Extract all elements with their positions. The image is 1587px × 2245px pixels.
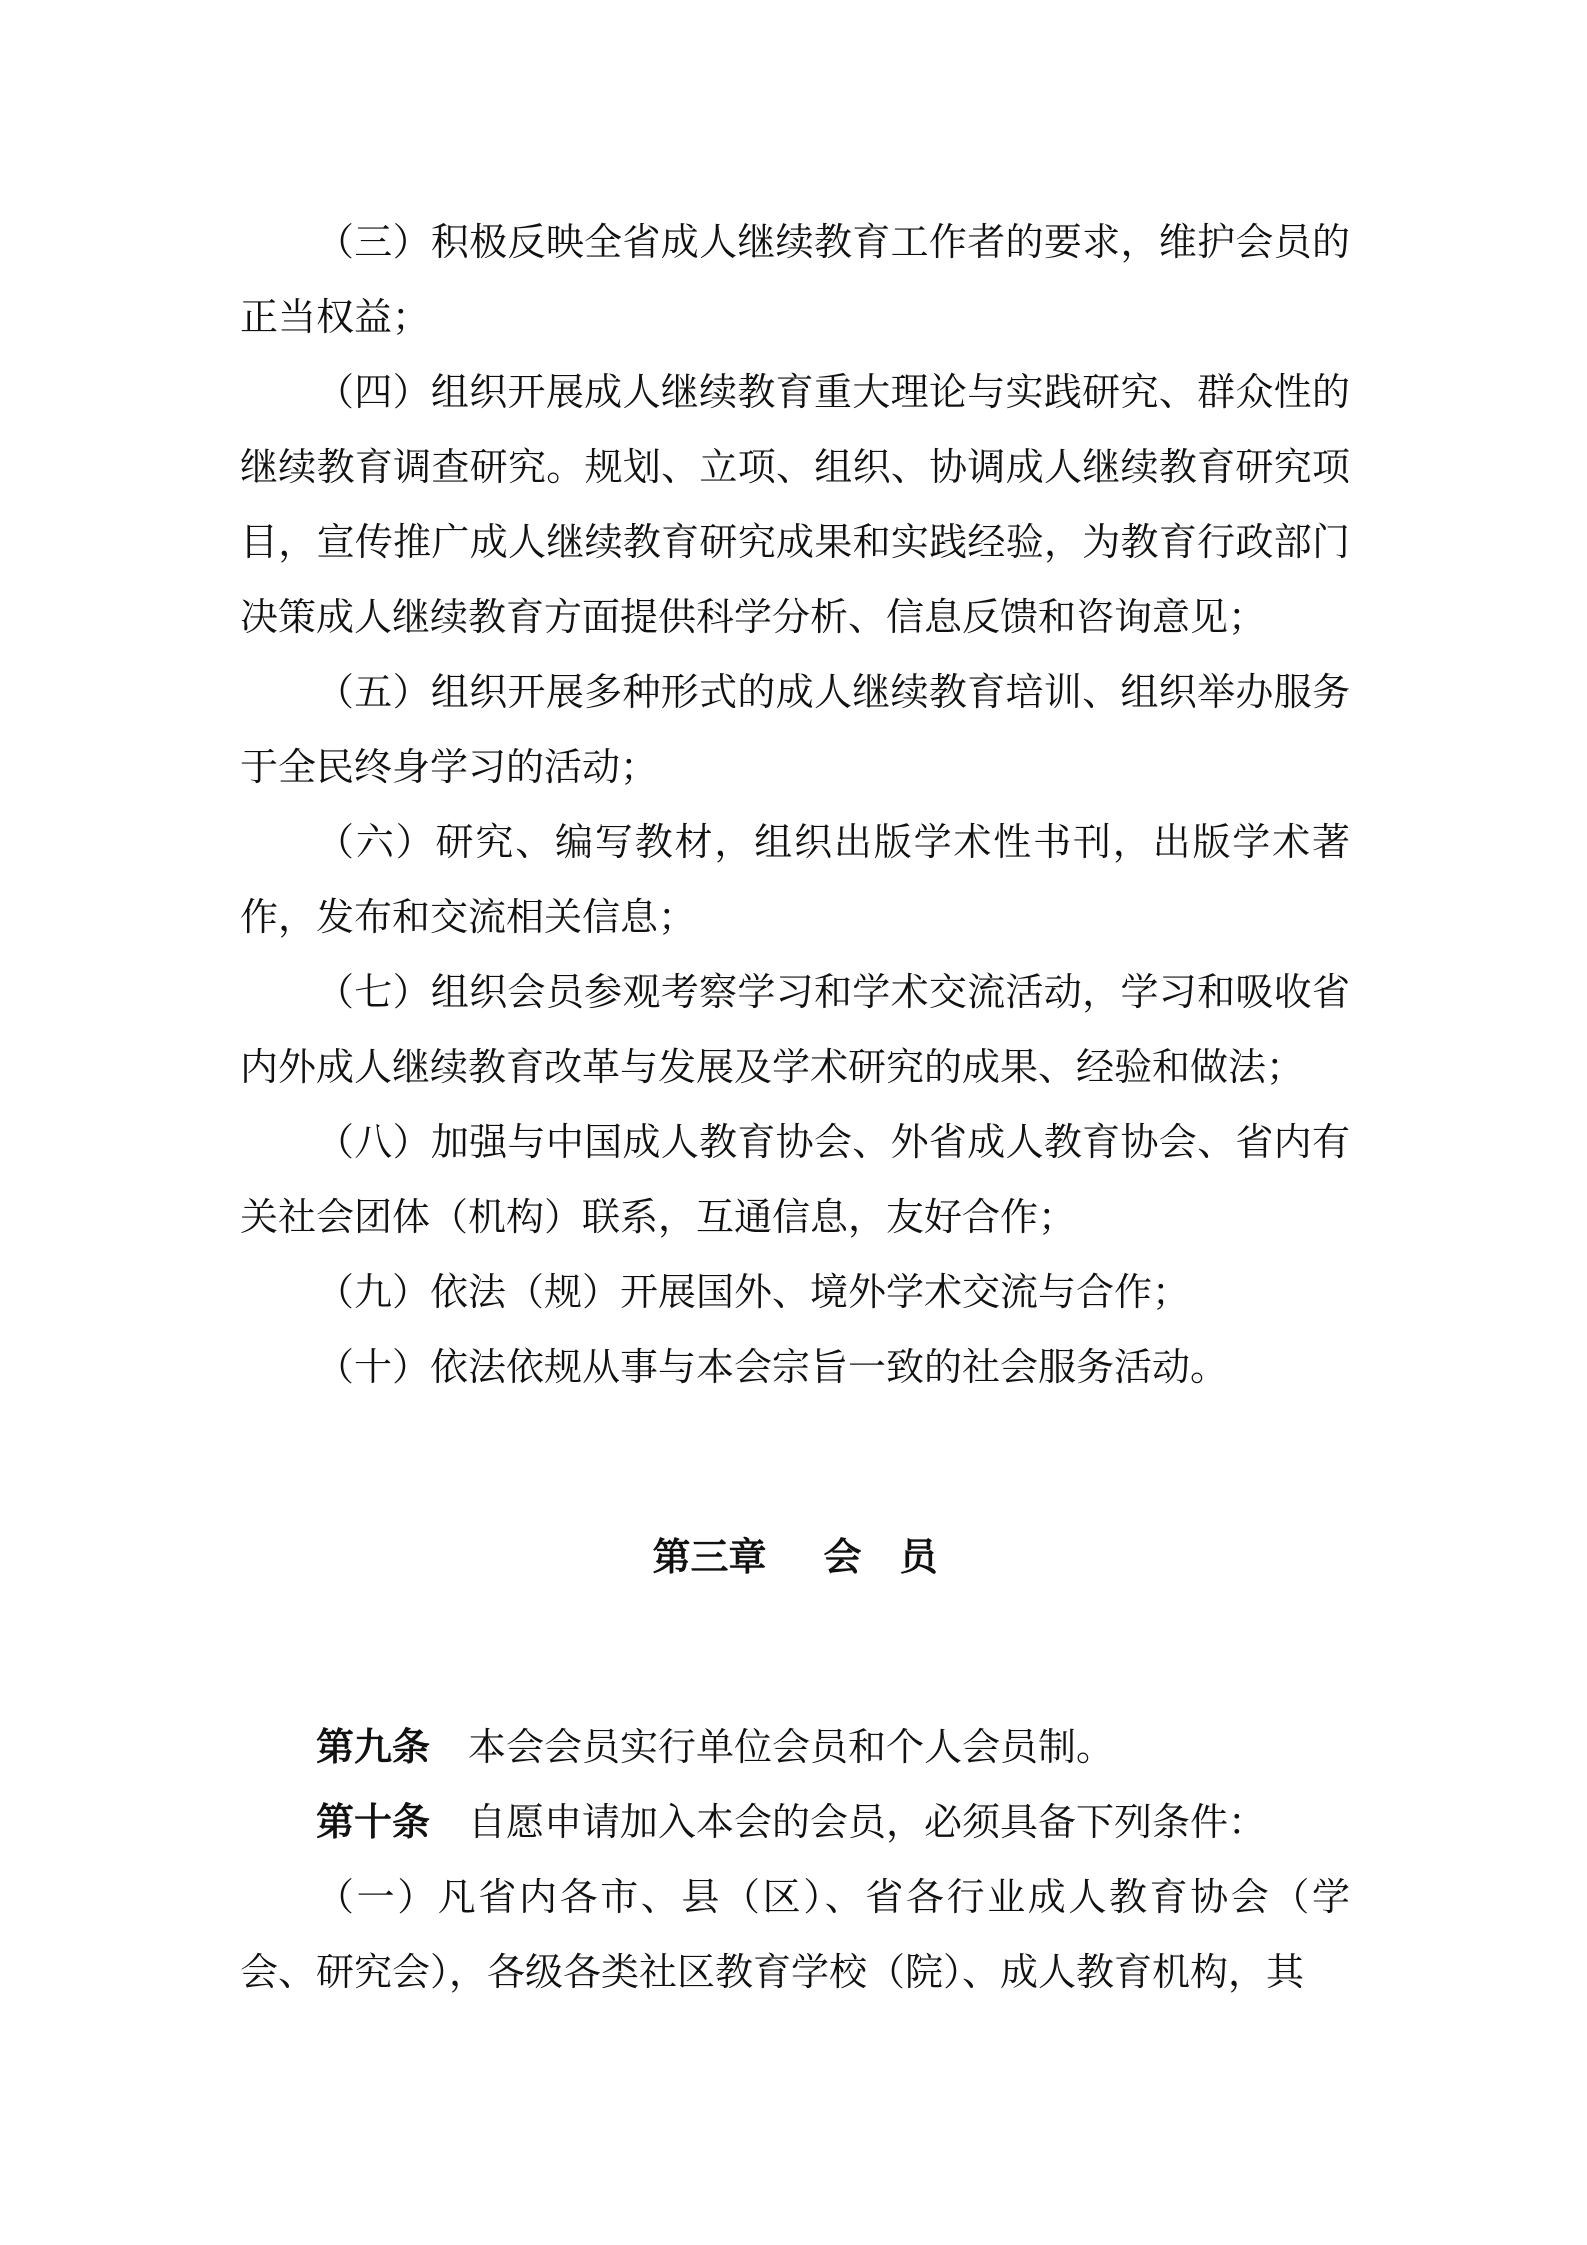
item-9: （九）依法（规）开展国外、境外学术交流与合作； <box>316 1270 1191 1314</box>
document-page <box>240 205 1350 2010</box>
condition-1: （一）凡省内各市、县（区）、省各行业成人教育协会（学会、研究会），各级各类社区教育学校（院）、成人教育机构，其 <box>240 1875 1350 1994</box>
item-6: （六）研究、编写教材，组织出版学术性书刊，出版学术著作，发布和交流相关信息； <box>240 820 1350 939</box>
article-10-text: 自愿申请加入本会的会员，必须具备下列条件： <box>468 1800 1267 1844</box>
chapter-title: 会 员 <box>823 1535 938 1579</box>
item-4: （四）组织开展成人继续教育重大理论与实践研究、群众性的继续教育调查研究。规划、立项、组织、协调成人继续教育研究项目，宣传推广成人继续教育研究成果和实践经验，为教育行政部门决策成人继续教育方面提供科学分析、信息反馈和咨询意见； <box>240 370 1350 639</box>
chapter-heading <box>240 1520 1350 1595</box>
article-9-text: 本会会员实行单位会员和个人会员制。 <box>468 1725 1115 1769</box>
item-5: （五）组织开展多种形式的成人继续教育培训、组织举办服务于全民终身学习的活动； <box>240 670 1350 789</box>
chapter-number: 第三章 <box>652 1535 767 1579</box>
item-3: （三）积极反映全省成人继续教育工作者的要求，维护会员的正当权益； <box>240 220 1350 339</box>
article-9 <box>240 1710 1350 1785</box>
article-9-heading: 第九条 <box>316 1725 431 1769</box>
article-10 <box>240 1785 1350 1860</box>
item-8: （八）加强与中国成人教育协会、外省成人教育协会、省内有关社会团体（机构）联系，互通信息，友好合作； <box>240 1120 1350 1239</box>
item-7: （七）组织会员参观考察学习和学术交流活动，学习和吸收省内外成人继续教育改革与发展及学术研究的成果、经验和做法； <box>240 970 1350 1089</box>
article-10-heading: 第十条 <box>316 1800 431 1844</box>
item-10: （十）依法依规从事与本会宗旨一致的社会服务活动。 <box>316 1345 1229 1389</box>
